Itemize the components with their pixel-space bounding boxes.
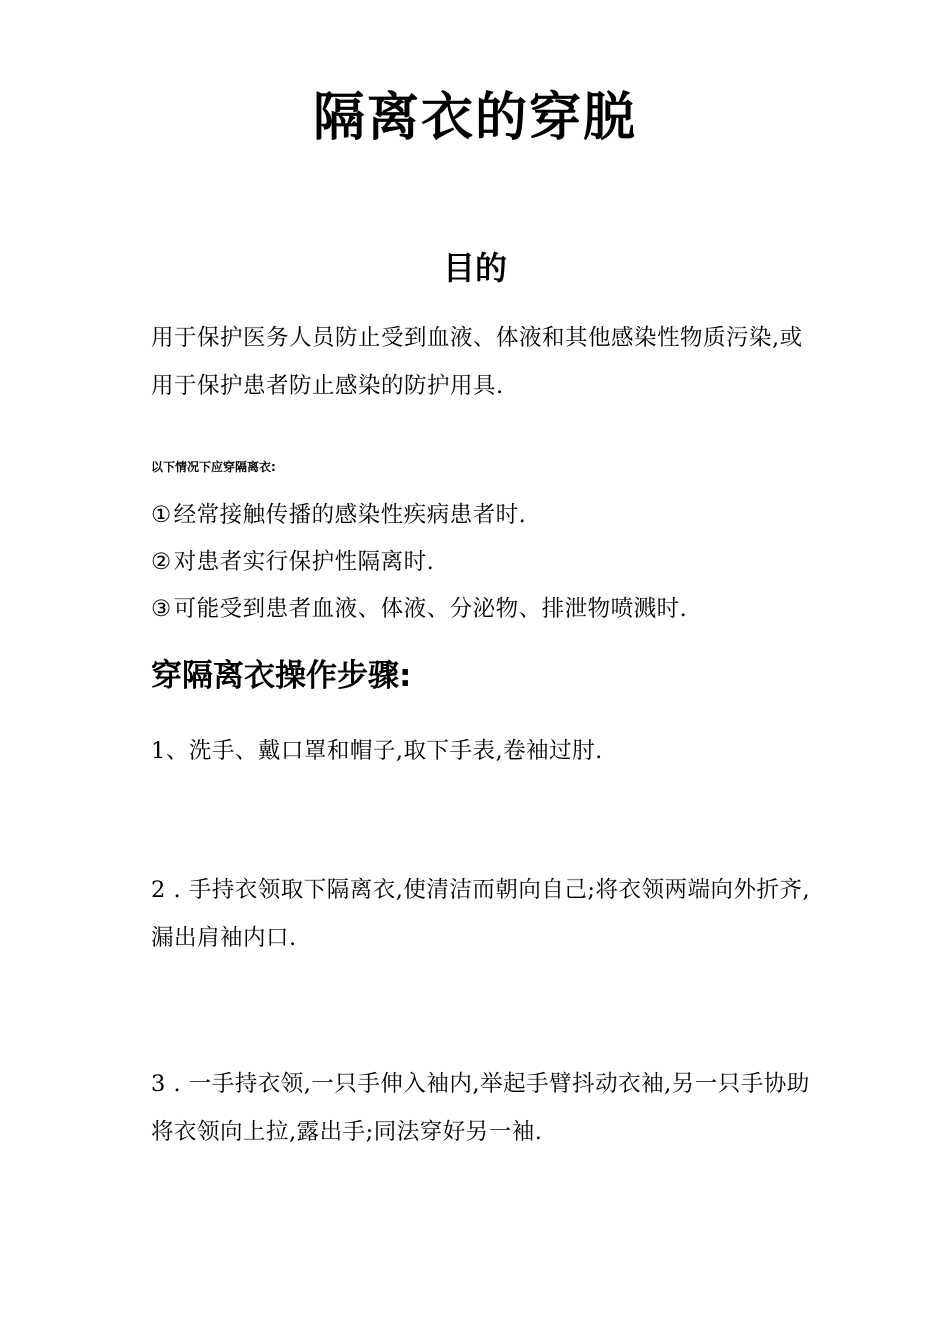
step-text: 手持衣领取下隔离衣,使清洁而朝向自己;将衣领两端向外折齐,漏出肩袖内口. <box>151 877 811 951</box>
cases-label: 以下情况下应穿隔离衣: <box>151 460 276 474</box>
list-marker: ① <box>151 502 172 528</box>
list-item <box>151 539 687 586</box>
list-item <box>151 586 687 633</box>
list-item-text: 可能受到患者血液、体液、分泌物、排泄物喷溅时. <box>173 596 688 622</box>
step-text: 洗手、戴口罩和帽子,取下手表,卷袖过肘. <box>188 738 603 764</box>
step-number: 1、 <box>151 738 189 764</box>
step-number: 2 . <box>151 877 189 903</box>
step-number: 3 . <box>151 1071 189 1097</box>
list-marker: ③ <box>151 596 172 622</box>
purpose-heading: 目的 <box>442 249 507 287</box>
step-paragraph <box>151 727 811 775</box>
purpose-paragraph: 用于保护医务人员防止受到血液、体液和其他感染性物质污染,或用于保护患者防止感染的防护用具. <box>151 325 803 399</box>
page-title: 隔离衣的穿脱 <box>312 87 637 148</box>
list-item-text: 经常接触传播的感染性疾病患者时. <box>173 502 527 528</box>
step-paragraph <box>151 866 811 962</box>
list-item <box>151 492 687 539</box>
list-marker: ② <box>151 549 172 575</box>
step-text: 一手持衣领,一只手伸入袖内,举起手臂抖动衣袖,另一只手协助将衣领向上拉,露出手;同法穿好另一袖. <box>151 1071 810 1145</box>
steps-heading: 穿隔离衣操作步骤: <box>151 658 412 694</box>
cases-list <box>151 492 687 633</box>
step-paragraph <box>151 1060 811 1156</box>
list-item-text: 对患者实行保护性隔离时. <box>173 549 435 575</box>
